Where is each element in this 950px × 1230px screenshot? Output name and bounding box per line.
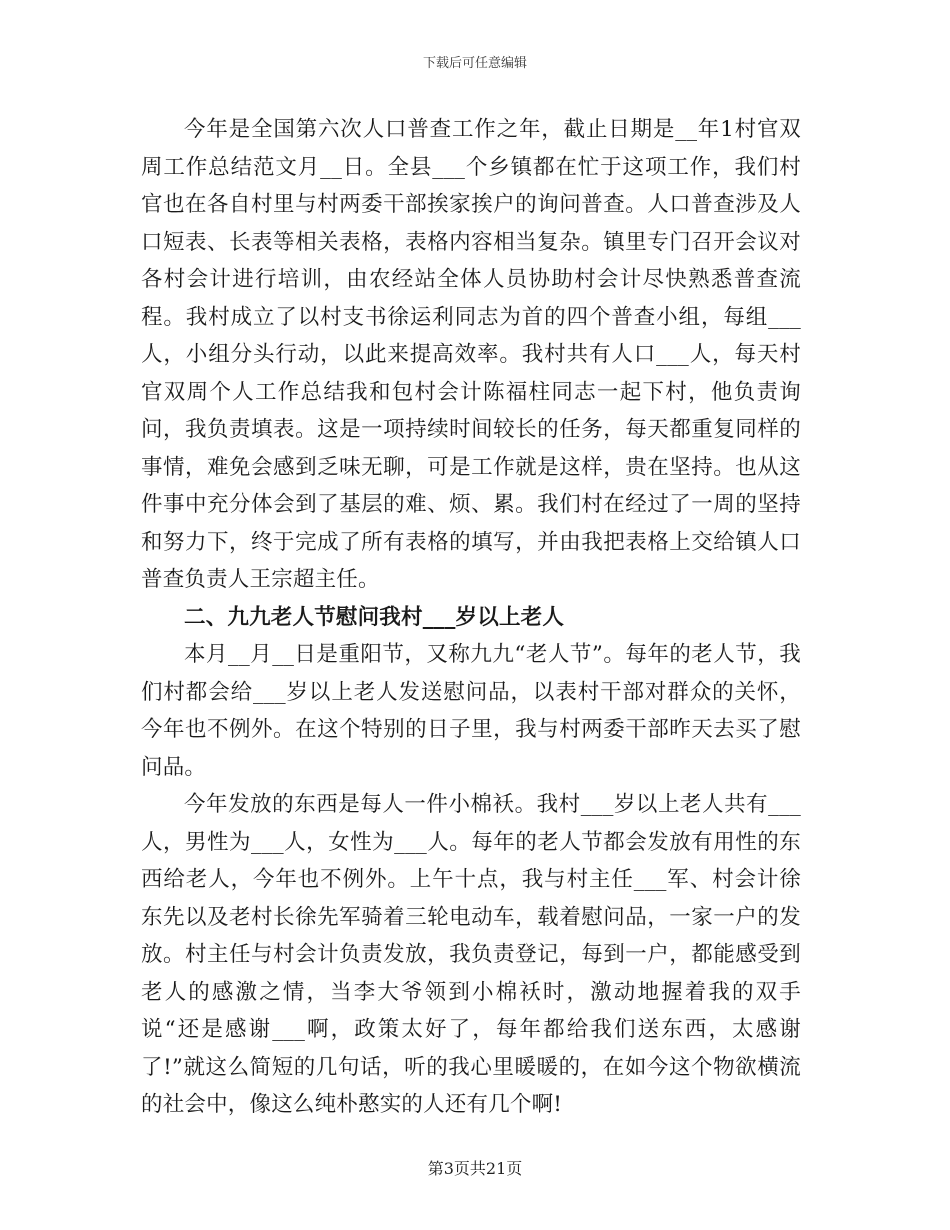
paragraph-census: 今年是全国第六次人口普查工作之年，截止日期是__年1村官双周工作总结范文月__日。全县___个乡镇都在忙于这项工作，我们村官也在各自村里与村两委干部挨家挨户的询问普查。人口普查涉及人口短表、长表等相关表格，表格内容相当复杂。镇里专门召开会议对各村会计进行培训，由农经站全体人员协助村会计尽快熟悉普查流程。我村成立了以村支书徐运利同志为首的四个普查小组，每组___人，小组分头行动，以此来提高效率。我村共有人口___人，每天村官双周个人工作总结我和包村会计陈福柱同志一起下村，他负责询问，我负责填表。这是一项持续时间较长的任务，每天都重复同样的事情，难免会感到乏味无聊，可是工作就是这样，贵在坚持。也从这件事中充分体会到了基层的难、烦、累。我们村在经过了一周的坚持和努力下，终于完成了所有表格的填写，并由我把表格上交给镇人口普查负责人王宗超主任。: [141, 117, 801, 592]
paragraph-distribution: 今年发放的东西是每人一件小棉袄。我村___岁以上老人共有___人，男性为___人，女性为___人。每年的老人节都会发放有用性的东西给老人，今年也不例外。上午十点，我与村主任___军、村会计徐东先以及老村长徐先军骑着三轮电动车，载着慰问品，一家一户的发放。村主任与村会计负责发放，我负责登记，每到一户，都能感受到老人的感激之情，当李大爷领到小棉袄时，激动地握着我的双手说“还是感谢___啊，政策太好了，每年都给我们送东西，太感谢了!”就这么简短的几句话，听的我心里暖暖的，在如今这个物欲横流的社会中，像这么纯朴憨实的人还有几个啊!: [141, 792, 801, 1117]
section-heading: 二、九九老人节慰问我村___岁以上老人: [184, 604, 565, 630]
document-body: [141, 111, 801, 1124]
page-header: 下载后可任意编辑: [422, 56, 527, 71]
page-number: 第3页共21页: [427, 1159, 523, 1178]
paragraph-festival: 本月__月__日是重阳节，又称九九“老人节”。每年的老人节，我们村都会给___岁以上老人发送慰问品，以表村干部对群众的关怀，今年也不例外。在这个特别的日子里，我与村两委干部昨天去买了慰问品。: [141, 642, 801, 780]
